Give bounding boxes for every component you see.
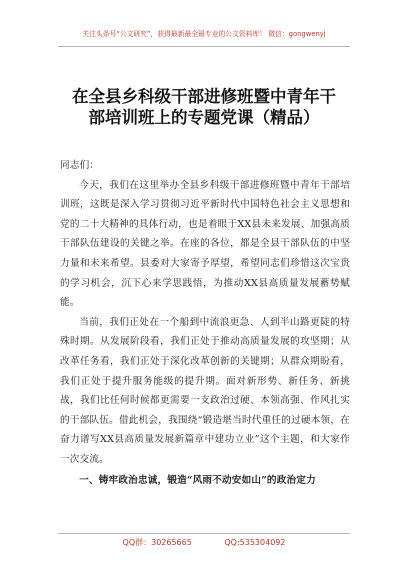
paragraph-1: 今天，我们在这里举办全县乡科级干部进修班暨中青年干部培训班，这既是深入学习贯彻习近平新时代中国特色社会主义思想和党的二十大精神的具体行动，也是着眼于XX县未来发展、加强高质干部队伍建设的关键之举。在座的各位，都是全县干部队伍的中坚力量和未来希望。县委对大家寄予厚望，希望同志们珍惜这次宝贵的学习机会，沉下心来学思践悟，为推动XX县高质量发展蓄势赋能。 [60,179,350,309]
document-body [60,156,350,490]
footer-contact [58,537,350,548]
header-divider [58,46,350,47]
footer-qq-number: QQ:535304092 [224,538,286,547]
salutation: 同志们： [60,160,100,171]
footer-qq-group: QQ群：30265665 [122,538,192,547]
paragraph-2: 当前，我们正处在一个船到中流浪更急、人到半山路更陡的特殊时期。从发展阶段看，我们正处于推动高质量发展的攻坚期；从改革任务看，我们正处于深化改革创新的关键期；从群众期盼看，我们正处于提升服务能级的提升期。面对新形势、新任务、新挑战，我们比任何时候都更需要一支政治过硬、本领高强、作风扎实的干部队伍。借此机会，我围绕“锻造堪当时代重任的过硬本领，在奋力谱写XX县高质量发展新篇章中建功立业”这个主题，和大家作一次交流。 [60,316,350,465]
title-line-2: 部培训班上的专题党课（精品） [88,108,320,127]
header-banner: 关注头条号“公文研究”，获得最新最全最专业的公文资料库！ 微信：gongwenyj [82,30,326,38]
document-title [58,86,350,128]
section-heading-1: 一、铸牢政治忠诚，锻造“风雨不动安如山”的政治定力 [79,474,316,486]
title-line-1: 在全县乡科级干部进修班暨中青年干 [72,87,336,106]
footer-divider [58,533,350,534]
